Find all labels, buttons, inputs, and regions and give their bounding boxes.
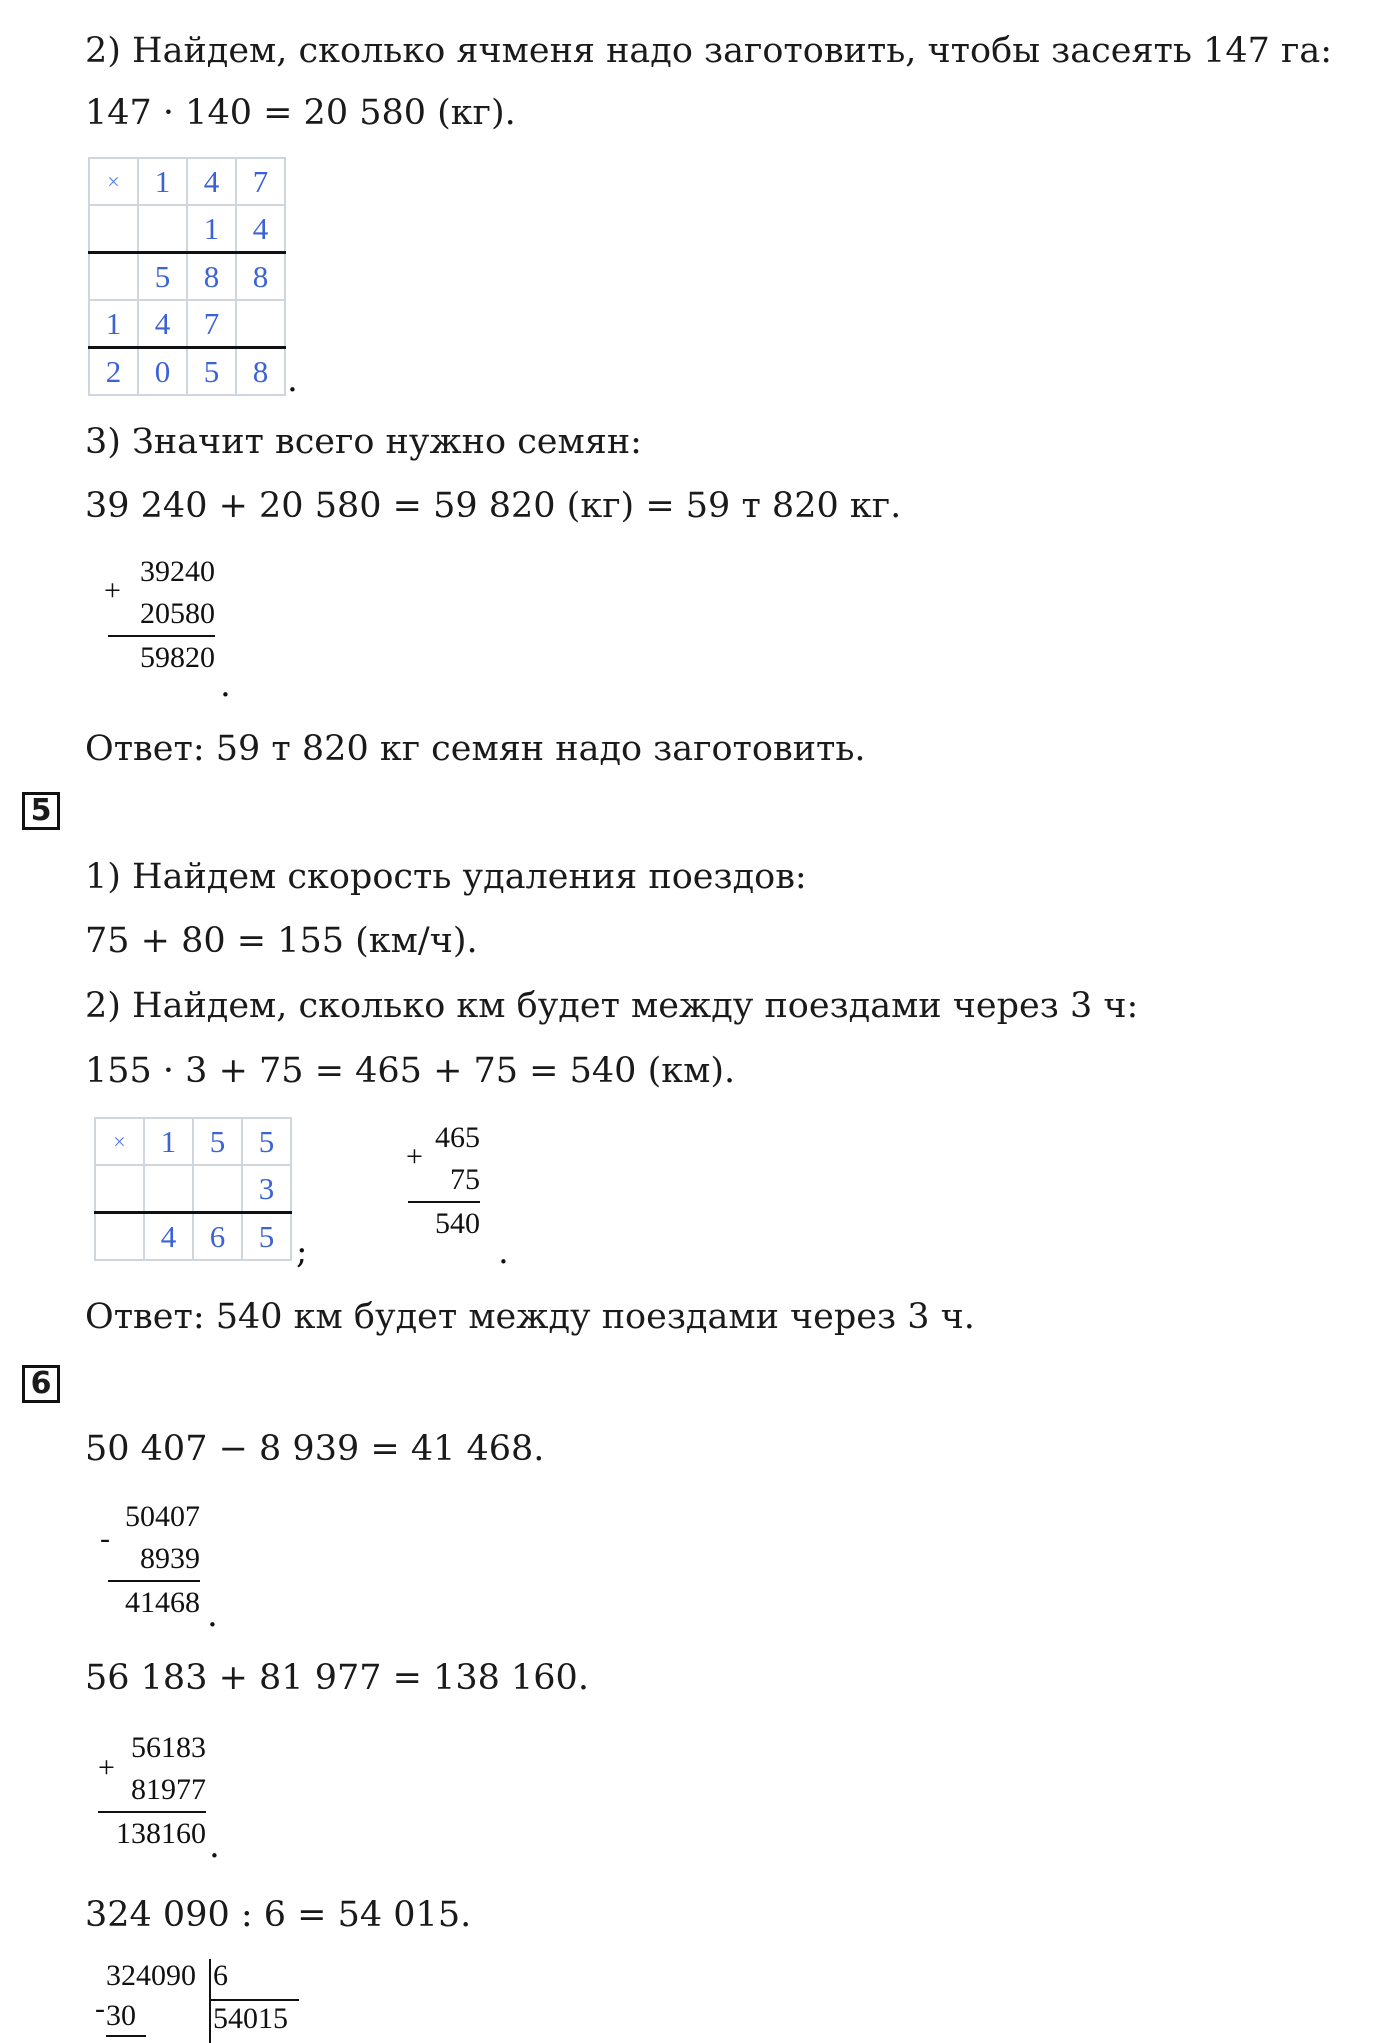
grid-digit: 4	[236, 205, 285, 253]
grid-digit: 1	[144, 1118, 193, 1165]
answer-line: Ответ: 59 т 820 кг семян надо заготовить.	[85, 729, 866, 769]
text-line: 56 183 + 81 977 = 138 160.	[85, 1658, 589, 1698]
grid-digit: 5	[193, 1118, 242, 1165]
grid-digit: 5	[242, 1118, 291, 1165]
text-line: 3) Значит всего нужно семян:	[85, 422, 642, 462]
minuend: 50407	[125, 1500, 200, 1533]
column-subtraction	[108, 1496, 200, 1624]
grid-digit: 1	[89, 300, 138, 348]
answer-line: Ответ: 540 км будет между поездами через 3 ч.	[85, 1297, 975, 1337]
text-line: 1) Найдем скорость удаления поездов:	[85, 857, 807, 897]
period: .	[209, 1826, 220, 1866]
period: .	[220, 665, 231, 705]
division-dividend: 324090	[106, 1959, 196, 1992]
grid-digit: 0	[138, 348, 187, 396]
semicolon: ;	[296, 1232, 308, 1272]
text-line: 324 090 : 6 = 54 015.	[85, 1895, 472, 1935]
sum: 138160	[98, 1811, 206, 1855]
addend: 20580	[140, 597, 215, 630]
subtrahend: 8939	[140, 1542, 200, 1575]
grid-digit: 1	[138, 158, 187, 205]
column-addition-2	[408, 1117, 480, 1245]
grid-digit: 3	[242, 1165, 291, 1213]
period: .	[287, 360, 298, 400]
times-sign: ×	[89, 158, 138, 205]
grid-digit: 7	[236, 158, 285, 205]
grid-digit: 5	[138, 253, 187, 301]
grid-digit: 1	[187, 205, 236, 253]
multiplication-grid-147x14	[88, 157, 286, 396]
column-addition-1	[108, 551, 215, 679]
grid-digit: 5	[187, 348, 236, 396]
grid-digit: 6	[193, 1213, 242, 1261]
plus-sign: +	[98, 1751, 115, 1784]
column-addition-3	[98, 1727, 206, 1855]
grid-digit: 8	[236, 348, 285, 396]
times-sign: ×	[95, 1118, 144, 1165]
grid-digit: 2	[89, 348, 138, 396]
text-line: 2) Найдем, сколько км будет между поездами через 3 ч:	[85, 986, 1139, 1026]
grid-digit: 8	[236, 253, 285, 301]
sum: 540	[408, 1201, 480, 1245]
text-line: 2) Найдем, сколько ячменя надо заготовить, чтобы засеять 147 га:	[85, 31, 1332, 71]
division-quotient: 54015	[213, 2002, 288, 2035]
grid-digit: 5	[242, 1213, 291, 1261]
period: .	[207, 1595, 218, 1635]
division-divisor: 6	[213, 1959, 228, 1992]
multiplication-grid-155x3	[94, 1117, 292, 1261]
minus-sign: -	[100, 1522, 110, 1555]
addend: 81977	[131, 1773, 206, 1806]
addend: 56183	[131, 1731, 206, 1764]
grid-digit: 4	[187, 158, 236, 205]
addend: 39240	[140, 555, 215, 588]
plus-sign: +	[406, 1140, 423, 1173]
minus-sign: -	[95, 1992, 105, 2025]
text-line: 155 · 3 + 75 = 465 + 75 = 540 (км).	[85, 1051, 736, 1091]
task-number-badge: 6	[22, 1365, 60, 1403]
addend: 75	[450, 1163, 480, 1196]
text-line: 39 240 + 20 580 = 59 820 (кг) = 59 т 820 кг.	[85, 486, 902, 526]
division-vertical-line	[209, 1959, 211, 2043]
grid-digit: 4	[144, 1213, 193, 1261]
difference: 41468	[108, 1580, 200, 1624]
text-line: 75 + 80 = 155 (км/ч).	[85, 921, 478, 961]
text-line: 50 407 − 8 939 = 41 468.	[85, 1429, 545, 1469]
task-number-badge: 5	[22, 792, 60, 830]
division-partial: 30	[106, 1997, 146, 2037]
plus-sign: +	[104, 574, 121, 607]
addend: 465	[435, 1121, 480, 1154]
grid-digit: 7	[187, 300, 236, 348]
grid-digit: 4	[138, 300, 187, 348]
text-line: 147 · 140 = 20 580 (кг).	[85, 93, 516, 133]
period: .	[498, 1232, 509, 1272]
grid-digit: 8	[187, 253, 236, 301]
sum: 59820	[108, 635, 215, 679]
